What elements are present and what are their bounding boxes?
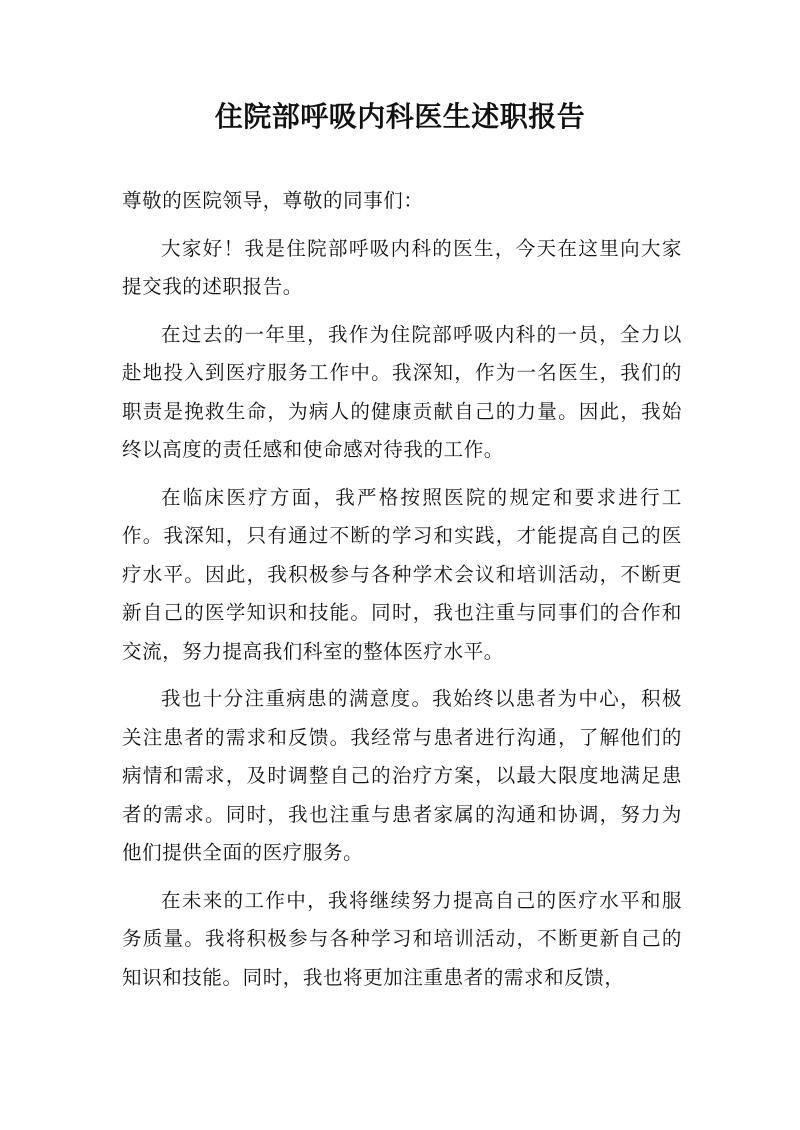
paragraph-3: 在临床医疗方面，我严格按照医院的规定和要求进行工作。我深知，只有通过不断的学习和实践，才能提高自己的医疗水平。因此，我积极参与各种学术会议和培训活动，不断更新自己的医学知识和技能。同时，我也注重与同事们的合作和交流，努力提高我们科室的整体医疗水平。 [122,485,682,663]
salutation: 尊敬的医院领导，尊敬的同事们： [122,189,424,212]
paragraph-5: 在未来的工作中，我将继续努力提高自己的医疗水平和服务质量。我将积极参与各种学习和培训活动，不断更新自己的知识和技能。同时，我也将更加注重患者的需求和反馈， [122,888,682,989]
document-body [122,182,682,997]
paragraph-2: 在过去的一年里，我作为住院部呼吸内科的一员，全力以赴地投入到医疗服务工作中。我深知，作为一名医生，我们的职责是挽救生命，为病人的健康贡献自己的力量。因此，我始终以高度的责任感和使命感对待我的工作。 [122,322,682,461]
document-title: 住院部呼吸内科医生述职报告 [214,100,586,133]
paragraph-4: 我也十分注重病患的满意度。我始终以患者为中心，积极关注患者的需求和反馈。我经常与患者进行沟通，了解他们的病情和需求，及时调整自己的治疗方案，以最大限度地满足患者的需求。同时，我也注重与患者家属的沟通和协调，努力为他们提供全面的医疗服务。 [122,687,682,864]
paragraph-1: 大家好！我是住院部呼吸内科的医生，今天在这里向大家提交我的述职报告。 [122,236,682,298]
